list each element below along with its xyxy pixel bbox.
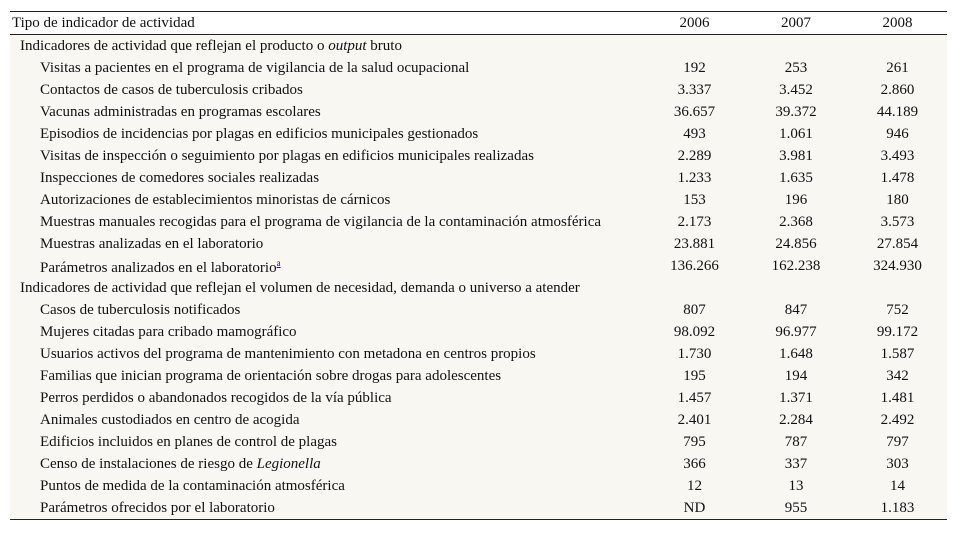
row-label: Muestras manuales recogidas para el programa de vigilancia de la contaminación atmosférica bbox=[40, 213, 602, 230]
cell-2007: 847 bbox=[784, 301, 808, 318]
cell-2007: 1.648 bbox=[779, 345, 813, 362]
table-row bbox=[10, 321, 947, 343]
cell-2008: 261 bbox=[886, 59, 909, 76]
row-label-text: Parámetros analizados en el laboratorio bbox=[40, 260, 277, 276]
cell-2008: 2.860 bbox=[880, 81, 915, 98]
cell-2007: 2.368 bbox=[779, 213, 813, 230]
row-label bbox=[10, 453, 645, 475]
cell-2008: 1.481 bbox=[880, 389, 915, 406]
cell-2006: 195 bbox=[683, 367, 706, 384]
table-row bbox=[10, 409, 947, 431]
table-row bbox=[10, 57, 947, 79]
table-header-row bbox=[10, 12, 947, 35]
cell-2006: ND bbox=[645, 497, 744, 520]
cell-2007: 194 bbox=[784, 367, 808, 384]
cell-2006: 795 bbox=[683, 433, 706, 450]
cell-2007: 787 bbox=[784, 433, 808, 450]
cell-2007: 1.061 bbox=[779, 125, 813, 142]
section-header-row bbox=[10, 35, 947, 58]
cell-2008: 946 bbox=[886, 125, 909, 142]
cell-2008: 3.573 bbox=[880, 213, 915, 230]
table-row bbox=[10, 255, 947, 277]
section-title-text: Indicadores de actividad que reflejan el producto o bbox=[20, 37, 329, 54]
row-label: Animales custodiados en centro de acogida bbox=[40, 411, 300, 428]
cell-2006: 366 bbox=[683, 455, 706, 472]
cell-2007: 2.284 bbox=[779, 411, 813, 428]
cell-2007: 196 bbox=[784, 191, 808, 208]
row-label: Visitas de inspección o seguimiento por plagas en edificios municipales realizadas bbox=[40, 147, 534, 164]
cell-2008: 180 bbox=[886, 191, 909, 208]
column-header-year: 2007 bbox=[744, 12, 848, 35]
column-header-year: 2008 bbox=[848, 12, 947, 35]
cell-2008: 342 bbox=[886, 367, 909, 384]
footnote-marker bbox=[277, 255, 281, 269]
table-row bbox=[10, 365, 947, 387]
cell-2008: 797 bbox=[886, 433, 909, 450]
table-row bbox=[10, 79, 947, 101]
footnote-link[interactable]: a bbox=[276, 258, 281, 268]
cell-2007: 3.981 bbox=[779, 147, 813, 164]
cell-2007: 955 bbox=[744, 497, 848, 520]
cell-2006: 3.337 bbox=[677, 81, 712, 98]
cell-2007: 3.452 bbox=[779, 81, 813, 98]
table-row bbox=[10, 167, 947, 189]
cell-2006: 1.730 bbox=[677, 345, 712, 362]
table-row bbox=[10, 145, 947, 167]
table-row bbox=[10, 453, 947, 475]
cell-2008: 99.172 bbox=[876, 323, 919, 340]
table-row bbox=[10, 387, 947, 409]
cell-2008: 752 bbox=[886, 301, 909, 318]
cell-2006: 36.657 bbox=[673, 103, 716, 120]
cell-2007: 162.238 bbox=[771, 257, 821, 274]
row-label: Parámetros ofrecidos por el laboratorio bbox=[10, 497, 645, 520]
cell-2006: 2.173 bbox=[677, 213, 712, 230]
row-label: Vacunas administradas en programas escolares bbox=[40, 103, 321, 120]
table-row bbox=[10, 497, 947, 520]
table-row bbox=[10, 299, 947, 321]
column-header-year: 2006 bbox=[645, 12, 744, 35]
cell-2006: 98.092 bbox=[673, 323, 716, 340]
section-header-row bbox=[10, 277, 947, 299]
table-row bbox=[10, 233, 947, 255]
cell-2008: 303 bbox=[886, 455, 909, 472]
cell-2008: 27.854 bbox=[876, 235, 919, 252]
cell-2007: 39.372 bbox=[775, 103, 817, 120]
activity-indicators-table bbox=[10, 11, 947, 520]
cell-2008: 1.478 bbox=[880, 169, 915, 186]
table-row bbox=[10, 189, 947, 211]
cell-2007: 24.856 bbox=[775, 235, 817, 252]
cell-2006: 192 bbox=[683, 59, 706, 76]
row-label: Edificios incluidos en planes de control de plagas bbox=[40, 433, 338, 450]
cell-2006: 1.457 bbox=[677, 389, 712, 406]
cell-2007: 1.371 bbox=[779, 389, 813, 406]
cell-2008: 1.183 bbox=[848, 497, 947, 520]
section-title bbox=[10, 35, 947, 58]
table-row bbox=[10, 101, 947, 123]
cell-2007: 13 bbox=[788, 477, 804, 494]
cell-2008: 2.492 bbox=[880, 411, 915, 428]
section-title: Indicadores de actividad que reflejan el volumen de necesidad, demanda o universo a atender bbox=[20, 279, 580, 296]
cell-2006: 2.401 bbox=[677, 411, 712, 428]
cell-2008: 14 bbox=[890, 477, 905, 494]
cell-2006: 1.233 bbox=[677, 169, 712, 186]
cell-2007: 96.977 bbox=[775, 323, 817, 340]
cell-2008: 1.587 bbox=[880, 345, 915, 362]
cell-2007: 337 bbox=[784, 455, 808, 472]
row-label: Inspecciones de comedores sociales realizadas bbox=[40, 169, 320, 186]
activity-indicators-table-wrapper bbox=[10, 11, 947, 520]
cell-2007: 253 bbox=[784, 59, 808, 76]
table-row bbox=[10, 123, 947, 145]
row-label-text: Censo de instalaciones de riesgo de bbox=[40, 455, 257, 472]
cell-2007: 1.635 bbox=[779, 169, 813, 186]
cell-2006: 807 bbox=[683, 301, 706, 318]
cell-2008: 44.189 bbox=[876, 103, 919, 120]
table-row bbox=[10, 475, 947, 497]
row-label: Puntos de medida de la contaminación atmosférica bbox=[40, 477, 345, 494]
section-title-text: bruto bbox=[366, 37, 402, 54]
cell-2006: 153 bbox=[683, 191, 706, 208]
cell-2006: 12 bbox=[687, 477, 702, 494]
row-label: Autorizaciones de establecimientos minoristas de cárnicos bbox=[40, 191, 391, 208]
row-label: Perros perdidos o abandonados recogidos de la vía pública bbox=[40, 389, 392, 406]
table-row bbox=[10, 211, 947, 233]
row-label: Episodios de incidencias por plagas en edificios municipales gestionados bbox=[40, 125, 479, 142]
row-label: Visitas a pacientes en el programa de vigilancia de la salud ocupacional bbox=[40, 59, 470, 76]
row-label: Familias que inician programa de orientación sobre drogas para adolescentes bbox=[40, 367, 502, 384]
cell-2006: 493 bbox=[683, 125, 706, 142]
cell-2008: 3.493 bbox=[880, 147, 915, 164]
cell-2006: 23.881 bbox=[673, 235, 716, 252]
cell-2006: 2.289 bbox=[677, 147, 712, 164]
table-row bbox=[10, 343, 947, 365]
table-row bbox=[10, 431, 947, 453]
row-label: Contactos de casos de tuberculosis cribados bbox=[40, 81, 303, 98]
section-title-emphasis: output bbox=[328, 37, 367, 54]
row-label: Usuarios activos del programa de mantenimiento con metadona en centros propios bbox=[40, 345, 536, 362]
column-header-indicator-type: Tipo de indicador de actividad bbox=[10, 12, 645, 35]
row-label: Muestras analizadas en el laboratorio bbox=[40, 235, 264, 252]
row-label bbox=[10, 255, 645, 277]
row-label: Mujeres citadas para cribado mamográfico bbox=[40, 323, 297, 340]
cell-2008: 324.930 bbox=[873, 257, 922, 274]
row-label-emphasis: Legionella bbox=[256, 455, 321, 472]
row-label: Casos de tuberculosis notificados bbox=[40, 301, 241, 318]
cell-2006: 136.266 bbox=[670, 257, 719, 274]
